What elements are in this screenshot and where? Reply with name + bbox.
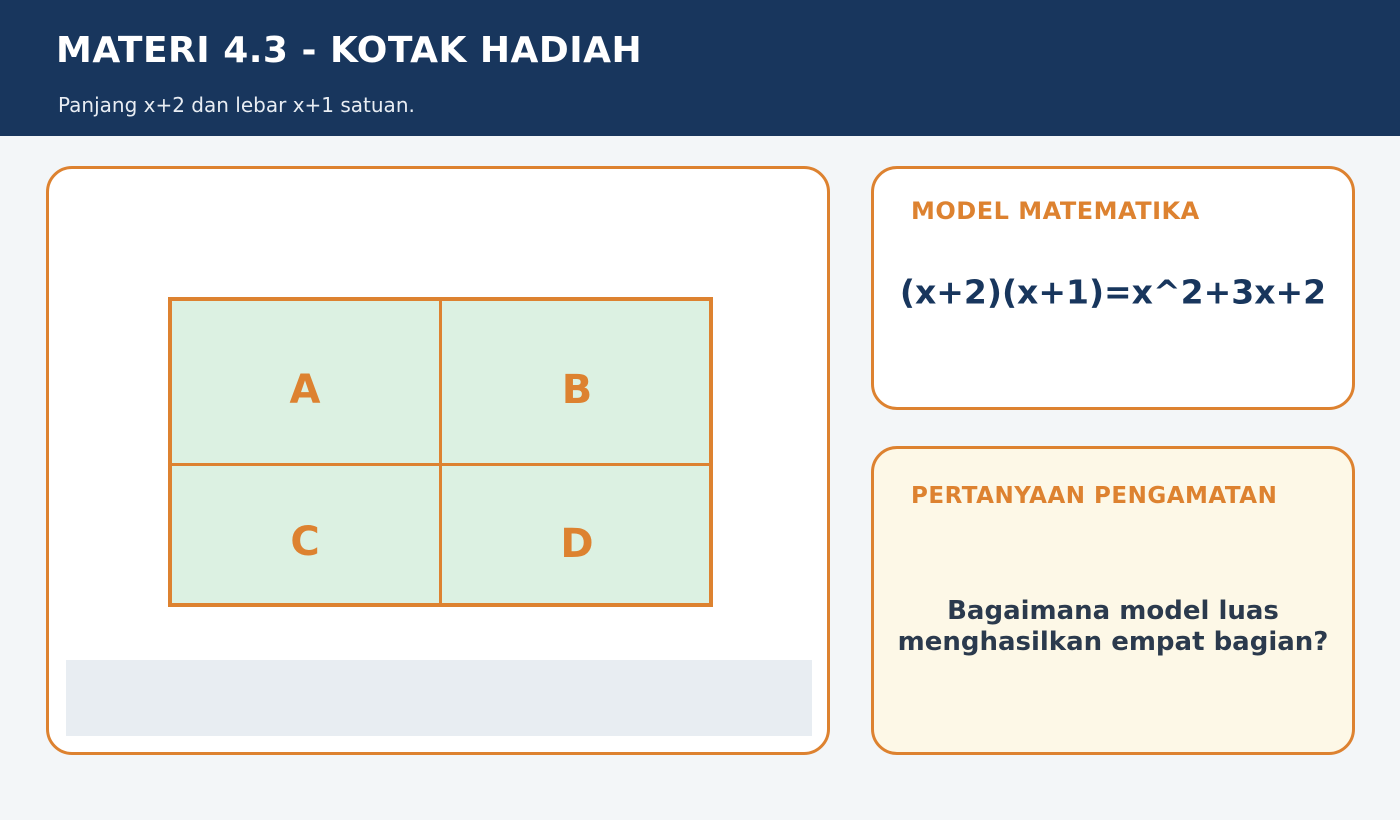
observation-question-card (871, 446, 1355, 755)
header-banner (0, 0, 1400, 136)
horizontal-divider (172, 463, 709, 466)
area-model-card (46, 166, 830, 755)
math-model-card (871, 166, 1355, 410)
equation: (x+2)(x+1)=x^2+3x+2 (899, 272, 1327, 312)
cell-label-a: A (289, 367, 321, 413)
area-model-rectangle (168, 297, 713, 607)
page-subtitle: Panjang x+2 dan lebar x+1 satuan. (58, 93, 415, 117)
caption-bar (66, 660, 812, 736)
observation-question-text (874, 596, 1352, 658)
question-line-2: menghasilkan empat bagian? (897, 627, 1329, 657)
cell-label-d: D (560, 521, 594, 567)
cell-label-b: B (561, 367, 593, 413)
math-model-heading: MODEL MATEMATIKA (911, 197, 1200, 225)
question-line-1: Bagaimana model luas (947, 596, 1279, 626)
vertical-divider (439, 301, 442, 603)
page-title: MATERI 4.3 - KOTAK HADIAH (56, 30, 643, 71)
observation-question-heading: PERTANYAAN PENGAMATAN (911, 483, 1278, 509)
cell-label-c: C (290, 519, 320, 565)
